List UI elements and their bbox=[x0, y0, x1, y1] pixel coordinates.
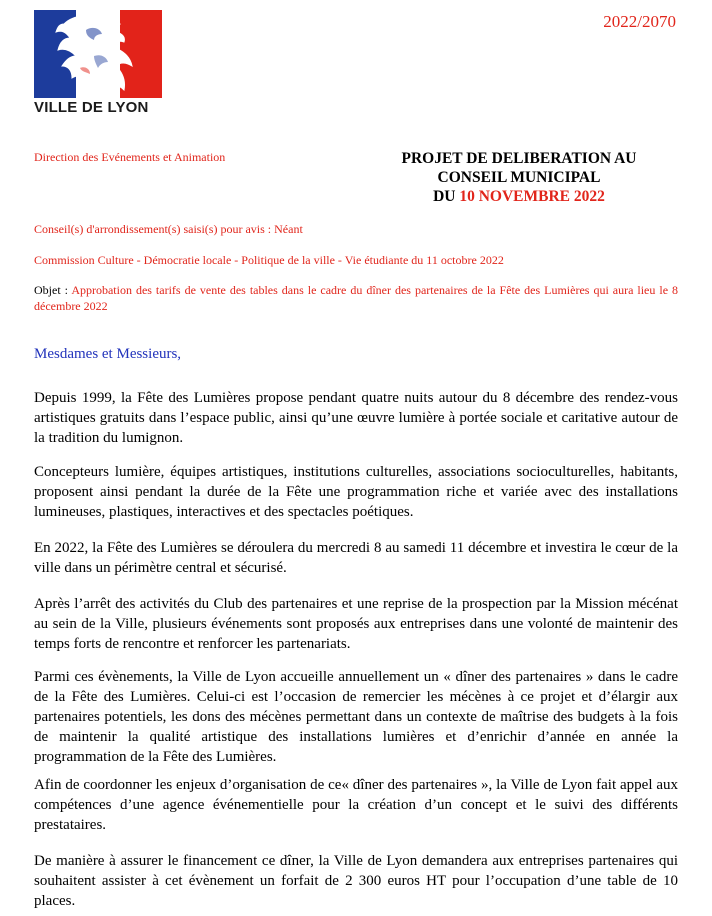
objet-text: Approbation des tarifs de vente des tables dans le cadre du dîner des partenaires de la Fête des Lumières qui aura lieu le 8 décembre 2022 bbox=[34, 283, 679, 313]
lion-emblem-icon bbox=[34, 10, 162, 98]
title-line-1: PROJET DE DELIBERATION AU bbox=[401, 150, 637, 167]
salutation: Mesdames et Messieurs, bbox=[34, 346, 182, 362]
logo-text: VILLE DE LYON bbox=[34, 99, 149, 116]
document-number: 2022/2070 bbox=[603, 12, 676, 31]
deliberation-title bbox=[390, 150, 648, 207]
paragraph: De manière à assurer le financement ce dîner, la Ville de Lyon demandera aux entreprises partenaires qui souhaitent assister à cet évènement un forfait de 2 300 euros HT pour l’occupation d’une table de 10 places. bbox=[34, 853, 678, 909]
paragraph: Parmi ces évènements, la Ville de Lyon accueille annuellement un « dîner des partenaires » dans le cadre de la Fête des Lumières. Celui-ci est l’occasion de remercier les mécènes à ce projet et d’élargir aux partenaires potentiels, les dons des mécènes permettant dans un contexte de maîtrise des budgets à la fois de maintenir la qualité artistique des installations lumières et d’enrichir d’année en année la programmation de la Fête des Lumières. bbox=[34, 669, 678, 765]
title-du: DU bbox=[433, 187, 456, 205]
commission-line: Commission Culture - Démocratie locale - Politique de la ville - Vie étudiante du 11 octobre 2022 bbox=[34, 253, 504, 267]
paragraph: Après l’arrêt des activités du Club des partenaires et une reprise de la prospection par la Mission mécénat au sein de la Ville, plusieurs événements sont proposés aux entreprises dans une volonté de maintenir des temps forts de rencontre et renforcer les partenariats. bbox=[34, 596, 678, 652]
paragraph: Concepteurs lumière, équipes artistiques, institutions culturelles, associations socioculturelles, habitants, proposent ainsi pendant la durée de la Fête une programmation riche et variée avec des installations lumineuses, plastiques, interactives et des spectacles poétiques. bbox=[34, 464, 678, 520]
paragraph: En 2022, la Fête des Lumières se déroulera du mercredi 8 au samedi 11 décembre et investira le cœur de la ville dans un périmètre central et sécurisé. bbox=[34, 540, 678, 576]
title-line-2: CONSEIL MUNICIPAL bbox=[437, 168, 601, 186]
council-date: 10 NOVEMBRE 2022 bbox=[459, 187, 605, 205]
conseils-arrondissement: Conseil(s) d'arrondissement(s) saisi(s) pour avis : Néant bbox=[34, 222, 303, 236]
paragraph: Depuis 1999, la Fête des Lumières propose pendant quatre nuits autour du 8 décembre des rendez-vous artistiques gratuits dans l’espace public, ainsi qu’une œuvre lumière à portée sociale et caritative autour de la tradition du lumignon. bbox=[34, 390, 678, 446]
direction-label: Direction des Evénements et Animation bbox=[34, 150, 226, 164]
ville-de-lyon-logo bbox=[34, 10, 162, 120]
objet-block bbox=[34, 283, 678, 314]
objet-label: Objet : bbox=[34, 283, 68, 297]
paragraph: Afin de coordonner les enjeux d’organisation de ce« dîner des partenaires », la Ville de Lyon fait appel aux compétences d’une agence événementielle pour la création d’un concept et le suivi des différents prestataires. bbox=[34, 777, 678, 833]
title-line-3 bbox=[390, 188, 648, 207]
